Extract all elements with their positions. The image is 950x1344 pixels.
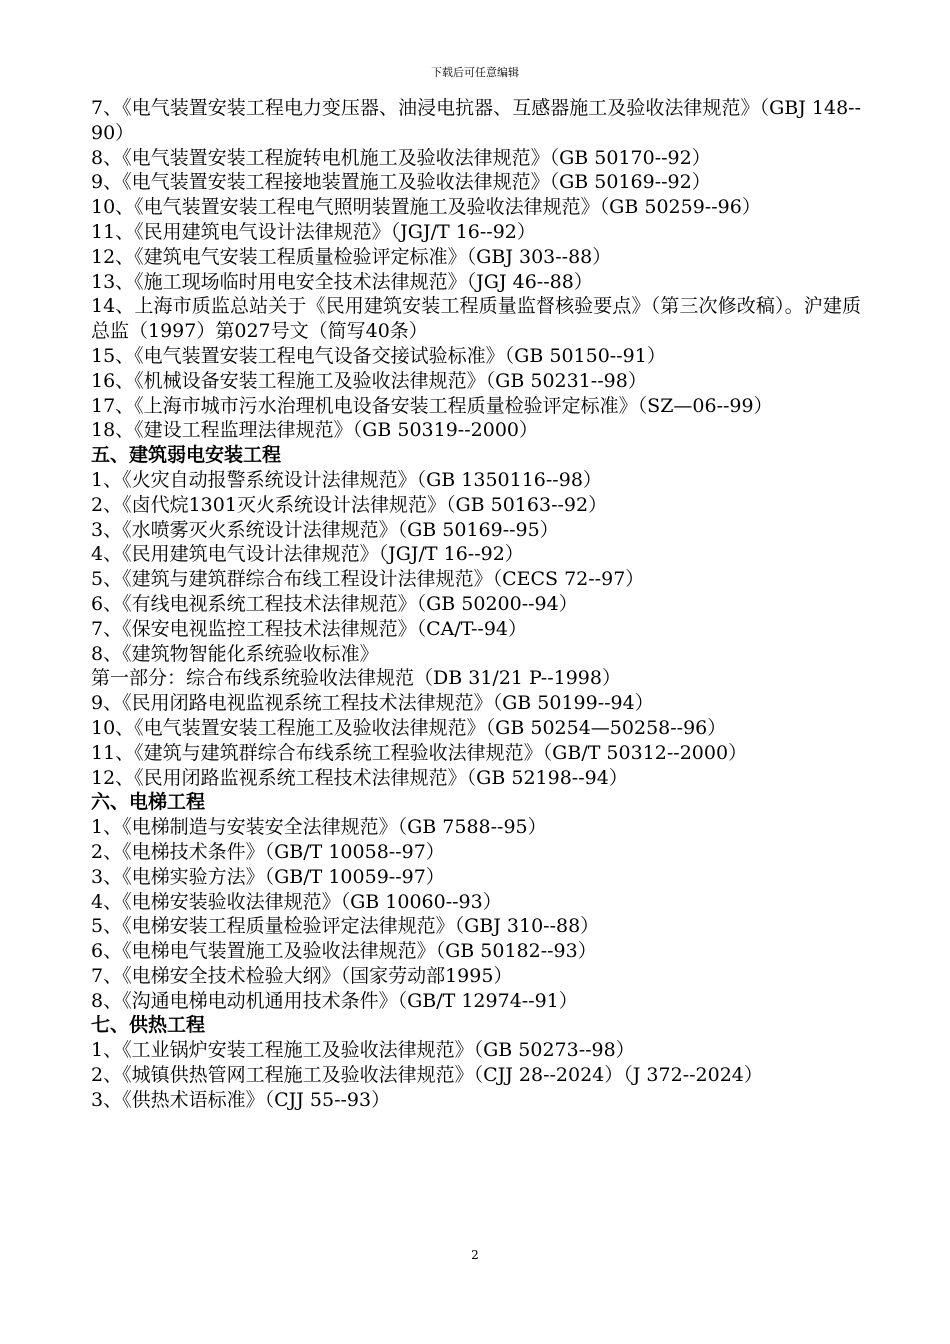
standard-list-item: 16、《机械设备安装工程施工及验收法律规范》（GB 50231--98）: [91, 369, 647, 392]
standard-list-item: 第一部分：综合布线系统验收法律规范（DB 31/21 P--1998）: [91, 667, 621, 690]
standard-list-item: 3、《电梯实验方法》（GB/T 10059--97）: [91, 865, 445, 888]
standard-list-item: 7、《保安电视监控工程技术法律规范》（CA/T--94）: [91, 617, 527, 640]
standard-list-item: 8、《沟通电梯电动机通用技术条件》（GB/T 12974--91）: [91, 989, 578, 1012]
standard-list-item: 12、《建筑电气安装工程质量检验评定标准》（GBJ 303--88）: [91, 245, 612, 268]
standard-list-item: 1、《电梯制造与安装安全法律规范》（GB 7588--95）: [91, 816, 547, 839]
standard-list-item: 7、《电气装置安装工程电力变压器、油浸电抗器、互感器施工及验收法律规范》（GBJ 148--90）: [91, 97, 861, 144]
document-body: [91, 96, 861, 1113]
standard-list-item: 10、《电气装置安装工程施工及验收法律规范》（GB 50254—50258--96）: [91, 716, 727, 739]
standard-list-item: 11、《民用建筑电气设计法律规范》（JGJ/T 16--92）: [91, 220, 536, 243]
standard-list-item: 6、《有线电视系统工程技术法律规范》（GB 50200--94）: [91, 592, 578, 615]
standard-list-item: 2、《电梯技术条件》（GB/T 10058--97）: [91, 840, 445, 863]
standard-list-item: 5、《电梯安装工程质量检验评定法律规范》（GBJ 310--88）: [91, 915, 600, 938]
standard-list-item: 11、《建筑与建筑群综合布线系统工程验收法律规范》（GB/T 50312--2000）: [91, 741, 748, 764]
standard-list-item: 15、《电气装置安装工程电气设备交接试验标准》（GB 50150--91）: [91, 344, 666, 367]
standard-list-item: 3、《水喷雾灭火系统设计法律规范》（GB 50169--95）: [91, 518, 559, 541]
standard-list-item: 5、《建筑与建筑群综合布线工程设计法律规范》（CECS 72--97）: [91, 568, 645, 591]
standard-list-item: 14、上海市质监总站关于《民用建筑安装工程质量监督核验要点》（第三次修改稿）。沪建质总监（1997）第027号文（简写40条）: [91, 295, 861, 343]
page-header-note: 下载后可任意编辑: [431, 66, 519, 79]
standard-list-item: 6、《电梯电气装置施工及验收法律规范》（GB 50182--93）: [91, 940, 597, 963]
standard-list-item: 2、《城镇供热管网工程施工及验收法律规范》（CJJ 28--2024）（J 372--2024）: [91, 1064, 763, 1087]
standard-list-item: 8、《建筑物智能化系统验收标准》: [91, 642, 379, 665]
section-heading: 六、电梯工程: [91, 791, 206, 814]
page-number: 2: [471, 1248, 479, 1262]
standard-list-item: 8、《电气装置安装工程旋转电机施工及验收法律规范》（GB 50170--92）: [91, 146, 711, 169]
standard-list-item: 17、《上海市城市污水治理机电设备安装工程质量检验评定标准》（SZ—06--99）: [91, 394, 773, 417]
standard-list-item: 10、《电气装置安装工程电气照明装置施工及验收法律规范》（GB 50259--96）: [91, 196, 761, 219]
section-heading: 五、建筑弱电安装工程: [91, 444, 282, 467]
standard-list-item: 3、《供热术语标准》（CJJ 55--93）: [91, 1088, 391, 1111]
standard-list-item: 7、《电梯安全技术检验大纲》（国家劳动部1995）: [91, 964, 513, 987]
standard-list-item: 4、《电梯安装验收法律规范》（GB 10060--93）: [91, 890, 502, 913]
standard-list-item: 13、《施工现场临时用电安全技术法律规范》（JGJ 46--88）: [91, 270, 593, 293]
standard-list-item: 1、《火灾自动报警系统设计法律规范》（GB 1350116--98）: [91, 468, 602, 491]
standard-list-item: 12、《民用闭路监视系统工程技术法律规范》（GB 52198--94）: [91, 766, 628, 789]
standard-list-item: 2、《卤代烷1301灭火系统设计法律规范》（GB 50163--92）: [91, 493, 608, 516]
standard-list-item: 4、《民用建筑电气设计法律规范》（JGJ/T 16--92）: [91, 543, 524, 566]
section-heading: 七、供热工程: [91, 1014, 206, 1037]
standard-list-item: 9、《电气装置安装工程接地装置施工及验收法律规范》（GB 50169--92）: [91, 171, 711, 194]
standard-list-item: 1、《工业锅炉安装工程施工及验收法律规范》（GB 50273--98）: [91, 1039, 635, 1062]
standard-list-item: 18、《建设工程监理法律规范》（GB 50319--2000）: [91, 419, 538, 442]
standard-list-item: 9、《民用闭路电视监视系统工程技术法律规范》（GB 50199--94）: [91, 692, 654, 715]
